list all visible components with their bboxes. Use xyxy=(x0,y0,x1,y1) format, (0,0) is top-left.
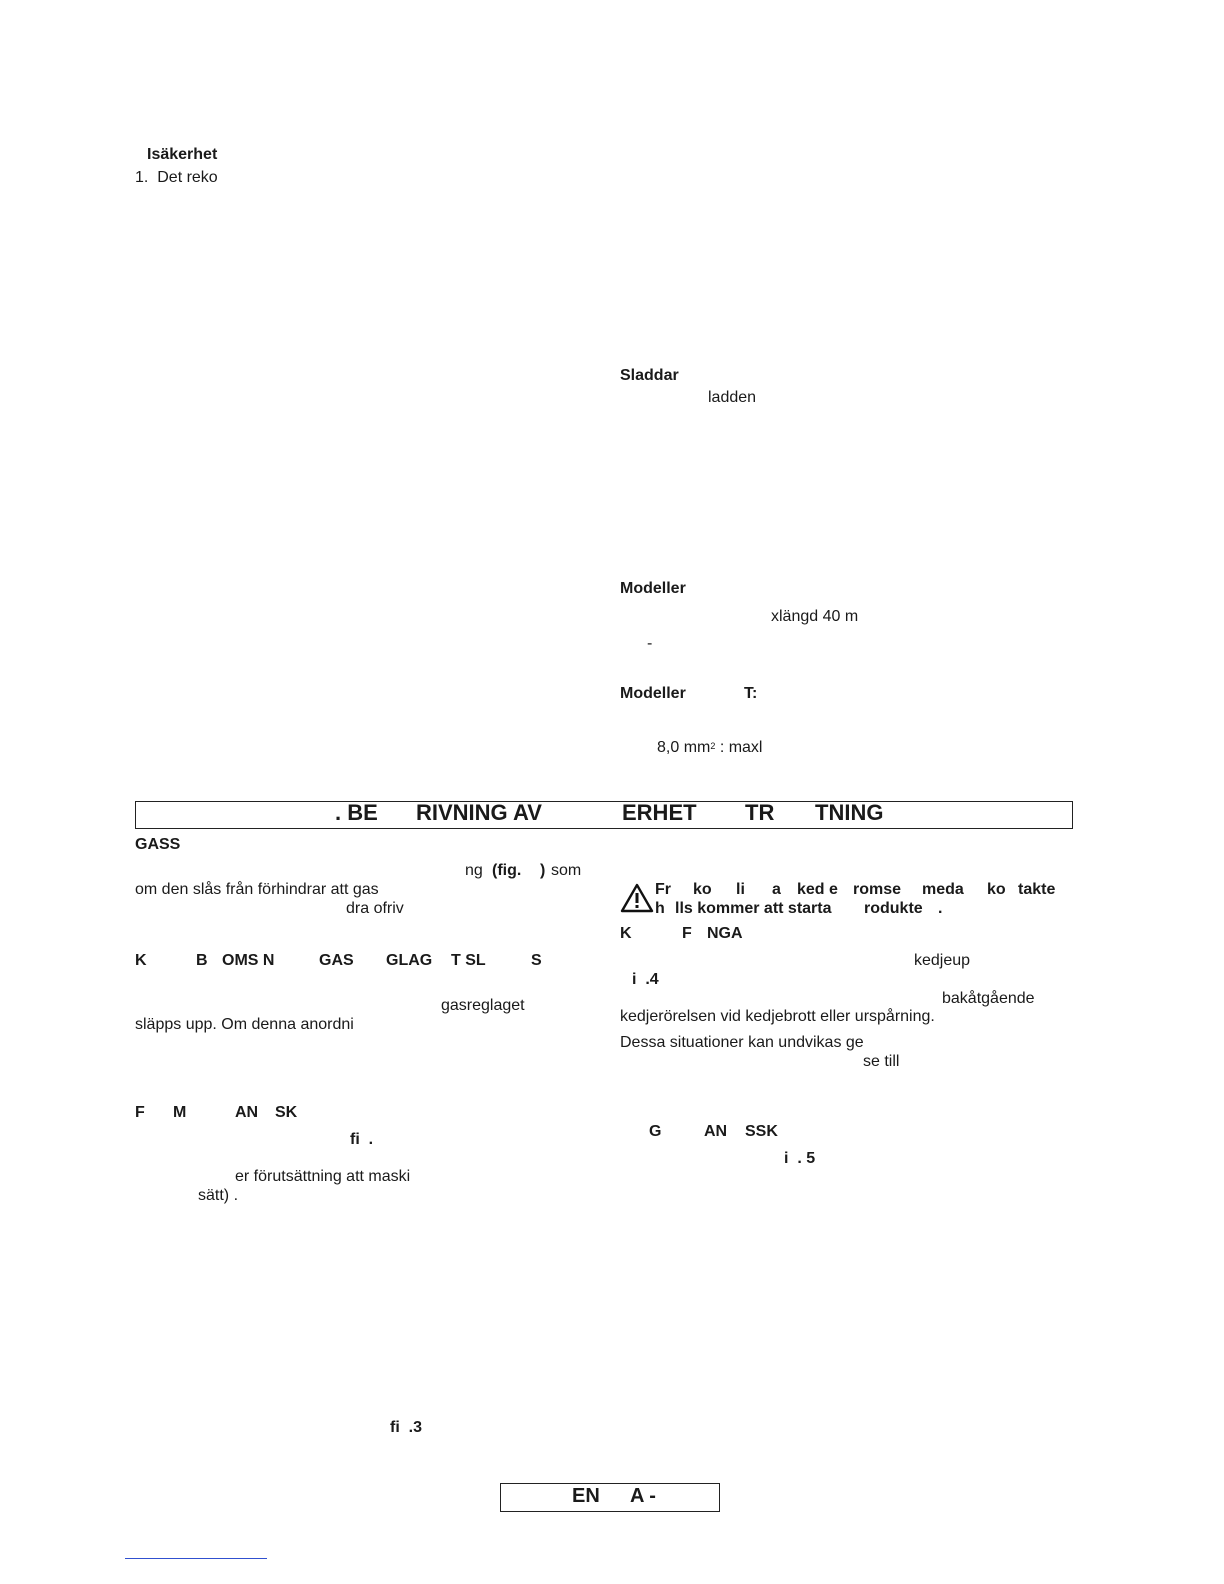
right-line-5: se till xyxy=(863,1053,900,1070)
h2-c: OMS N xyxy=(222,952,275,969)
h2-a: K xyxy=(135,952,147,969)
footer-text-b: A - xyxy=(630,1485,656,1507)
fig3-label: fi .3 xyxy=(390,1419,423,1436)
h5-c: SSK xyxy=(745,1123,778,1140)
left-line-7: sätt) . xyxy=(198,1187,239,1204)
h3-fig: fi . xyxy=(350,1131,374,1148)
left-line-5: släpps upp. Om denna anordni xyxy=(135,1016,354,1033)
h3-c: AN xyxy=(235,1104,259,1121)
section-header-box xyxy=(135,801,1073,829)
warn-d: a xyxy=(772,881,781,898)
right-line-2: bakåtgående xyxy=(942,990,1035,1007)
safety-heading: Isäkerhet xyxy=(147,146,218,163)
section-header-part1: . BE xyxy=(335,800,378,825)
right-line-3: kedjerörelsen vid kedjebrott eller urspårning. xyxy=(620,1008,935,1025)
warn2-b: lls kommer att starta xyxy=(675,900,832,917)
cable-spec-value: 8,0 mm xyxy=(657,739,711,756)
h4-b: F xyxy=(682,925,692,942)
cable-spec-tail: : maxl xyxy=(719,739,763,756)
section-header-part2: RIVNING AV xyxy=(416,800,542,825)
sladdar-heading: Sladdar xyxy=(620,367,679,384)
fig5-label: i . 5 xyxy=(784,1150,816,1167)
right-line-4: Dessa situationer kan undvikas ge xyxy=(620,1034,864,1051)
warn-i: takte xyxy=(1018,881,1056,898)
h2-d: GAS xyxy=(319,952,354,969)
gass-heading: GASS xyxy=(135,836,181,853)
modeller-dash: - xyxy=(647,635,653,652)
warn-h: ko xyxy=(987,881,1006,898)
modeller-text-1: xlängd 40 m xyxy=(771,608,859,625)
warn2-c: rodukte xyxy=(864,900,923,917)
footer-box xyxy=(500,1483,720,1512)
h2-g: S xyxy=(531,952,542,969)
cable-spec xyxy=(657,738,762,758)
h4-a: K xyxy=(620,925,632,942)
warn-a: Fr xyxy=(655,881,671,898)
left-line-1a: ng xyxy=(465,862,483,879)
h2-b: B xyxy=(196,952,208,969)
list-item-1: 1. Det reko xyxy=(135,169,218,186)
modeller-suffix-2: T: xyxy=(744,685,758,702)
warn-g: meda xyxy=(922,881,964,898)
footer-link-underline xyxy=(125,1558,267,1559)
left-line-2: om den slås från förhindrar att gas xyxy=(135,881,379,898)
h4-c: NGA xyxy=(707,925,743,942)
left-line-4: gasreglaget xyxy=(441,997,525,1014)
left-line-3: dra ofriv xyxy=(346,900,404,917)
footer-text-a: EN xyxy=(572,1485,600,1507)
modeller-heading-1: Modeller xyxy=(620,580,686,597)
h3-b: M xyxy=(173,1104,187,1121)
fig4-label: i .4 xyxy=(632,971,659,988)
cable-spec-sup: 2 xyxy=(710,741,716,751)
warning-icon xyxy=(620,883,654,913)
warn2-d: . xyxy=(938,900,943,917)
section-header-part5: TNING xyxy=(815,800,884,825)
left-line-6: er förutsättning att maski xyxy=(235,1168,411,1185)
left-line-1b: (fig. xyxy=(492,862,522,879)
warn-c: li xyxy=(736,881,745,898)
h2-e: GLAG xyxy=(386,952,433,969)
h5-b: AN xyxy=(704,1123,728,1140)
h2-f: T SL xyxy=(451,952,486,969)
right-line-1: kedjeup xyxy=(914,952,971,969)
warn2-a: h xyxy=(655,900,665,917)
warn-f: romse xyxy=(853,881,902,898)
left-line-1c: ) xyxy=(540,862,546,879)
h5-a: G xyxy=(649,1123,662,1140)
h3-d: SK xyxy=(275,1104,298,1121)
modeller-heading-2: Modeller xyxy=(620,685,686,702)
section-header-part4: TR xyxy=(745,800,775,825)
h3-a: F xyxy=(135,1104,145,1121)
warn-e: ked e xyxy=(797,881,838,898)
section-header-part3: ERHET xyxy=(622,800,697,825)
left-line-1d: som xyxy=(551,862,582,879)
sladdar-text: ladden xyxy=(708,389,757,406)
warn-b: ko xyxy=(693,881,712,898)
